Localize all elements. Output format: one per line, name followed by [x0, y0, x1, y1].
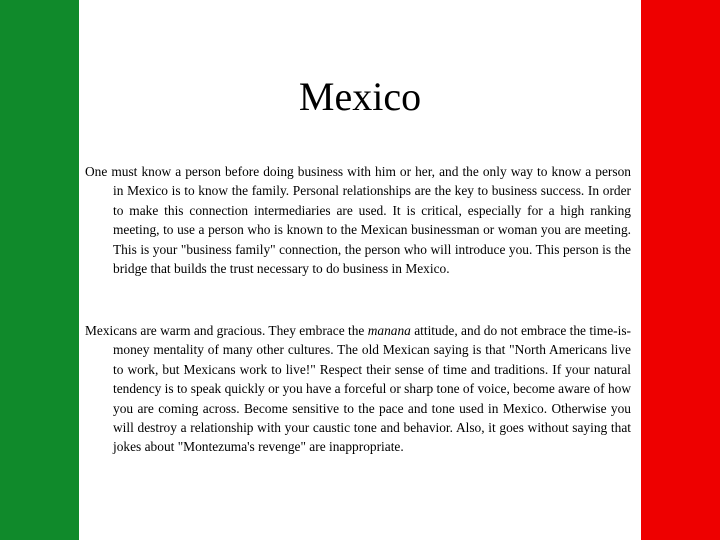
paragraph-text-start: Mexicans are warm and gracious. They embrace the [85, 323, 368, 338]
flag-band-green [0, 0, 79, 540]
emphasized-word: manana [367, 323, 411, 338]
flag-band-red [641, 0, 720, 540]
paragraph-text-end: attitude, and do not embrace the time-is-money mentality of many other cultures. The old Mexican saying is that "North Americans live to work, but Mexicans work to live!" Respect their sense of time and traditions. If your natural tendency is to speak quickly or you have a forceful or sharp tone of voice, become aware of how you are coming across. Become sensitive to the pace and tone used in Mexico. Otherwise you will destroy a relationship with your caustic tone and behavior. Also, it goes without saying that jokes about "Montezuma's revenge" are inappropriate. [113, 323, 631, 455]
slide-title: Mexico [298, 74, 422, 119]
paragraph-mexican-culture [85, 321, 631, 457]
paragraph-business-relationships: One must know a person before doing business with him or her, and the only way to know a person in Mexico is to know the family. Personal relationships are the key to business success. In order to make this connection intermediaries are used. It is critical, especially for a high ranking meeting, to use a person who is known to the Mexican businessman or woman you are meeting. This is your "business family" connection, the person who will introduce you. This person is the bridge that builds the trust necessary to do business in Mexico. [85, 164, 631, 277]
